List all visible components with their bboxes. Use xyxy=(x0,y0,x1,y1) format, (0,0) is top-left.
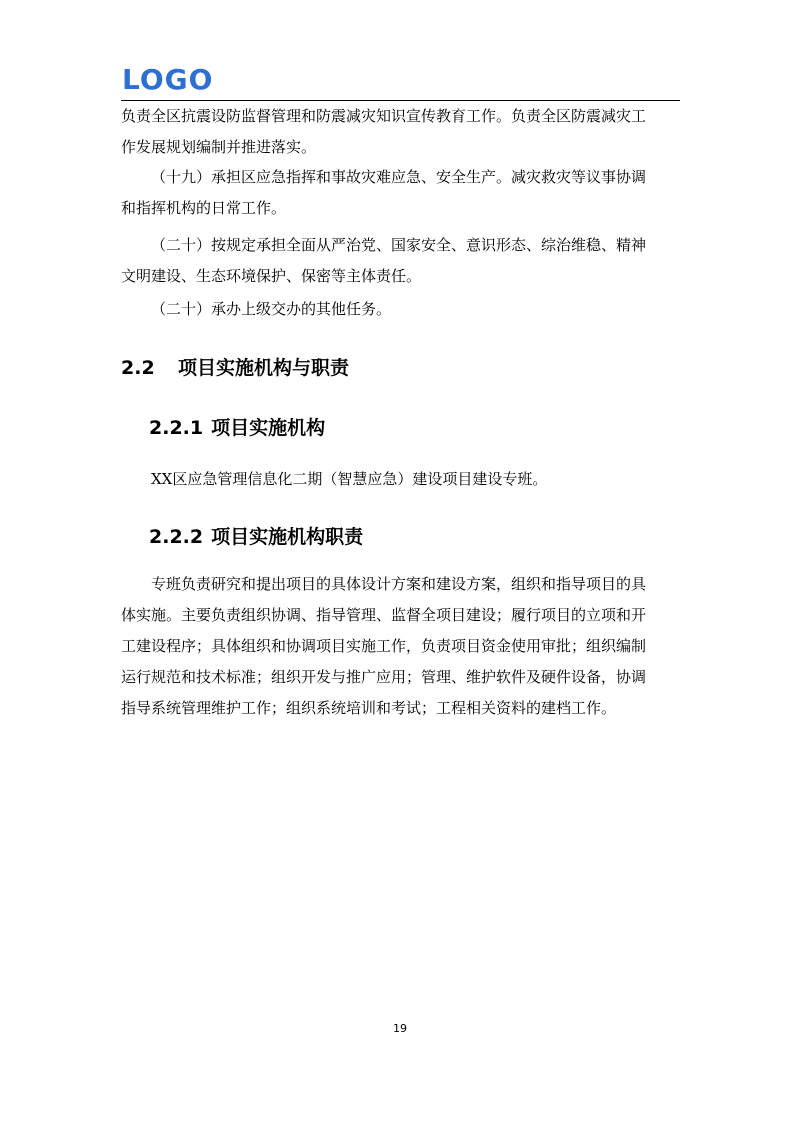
paragraph-line: 和指挥机构的日常工作。 xyxy=(121,199,287,217)
paragraph-line: 体实施。主要负责组织协调、指导管理、监督全项目建设；履行项目的立项和开 xyxy=(121,606,647,624)
paragraph-line: （十九）承担区应急指挥和事故灾难应急、安全生产。减灾救灾等议事协调 xyxy=(151,168,647,186)
paragraph-line: 文明建设、生态环境保护、保密等主体责任。 xyxy=(121,267,422,285)
page-number: 19 xyxy=(393,1022,407,1035)
paragraph-item-20 xyxy=(121,230,681,292)
section-title: 项目实施机构与职责 xyxy=(178,357,350,379)
section-heading-2-2-2 xyxy=(149,528,363,547)
paragraph-line: XX区应急管理信息化二期（智慧应急）建设项目建设专班。 xyxy=(151,470,548,488)
paragraph-implementing-body xyxy=(121,464,681,495)
section-heading-2-2-1 xyxy=(149,419,325,438)
paragraph-line: （二十）承办上级交办的其他任务。 xyxy=(151,300,392,318)
section-number: 2.2.2 xyxy=(149,526,204,548)
paragraph-line: （二十）按规定承担全面从严治党、国家安全、意识形态、综治维稳、精神 xyxy=(151,236,647,254)
paragraph-line: 专班负责研究和提出项目的具体设计方案和建设方案，组织和指导项目的具 xyxy=(151,575,647,593)
section-number: 2.2 xyxy=(121,357,155,379)
section-number: 2.2.1 xyxy=(149,417,204,439)
section-title: 项目实施机构职责 xyxy=(211,526,364,548)
section-heading-2-2 xyxy=(121,359,349,378)
paragraph-line: 指导系统管理维护工作；组织系统培训和考试；工程相关资料的建档工作。 xyxy=(121,699,617,717)
logo: LOGO xyxy=(122,63,214,96)
paragraph-line: 运行规范和技术标准；组织开发与推广应用；管理、维护软件及硬件设备，协调 xyxy=(121,668,647,686)
paragraph-line: 负责全区抗震设防监督管理和防震减灾知识宣传教育工作。负责全区防震减灾工 xyxy=(121,107,647,125)
section-title: 项目实施机构 xyxy=(211,417,326,439)
paragraph-item-19 xyxy=(121,162,681,224)
paragraph-item-20b xyxy=(121,294,681,325)
paragraph-line: 作发展规划编制并推进落实。 xyxy=(121,138,317,156)
paragraph-earthquake-duties xyxy=(121,101,681,163)
paragraph-line: 工建设程序；具体组织和协调项目实施工作，负责项目资金使用审批；组织编制 xyxy=(121,637,647,655)
paragraph-responsibilities xyxy=(121,569,681,724)
